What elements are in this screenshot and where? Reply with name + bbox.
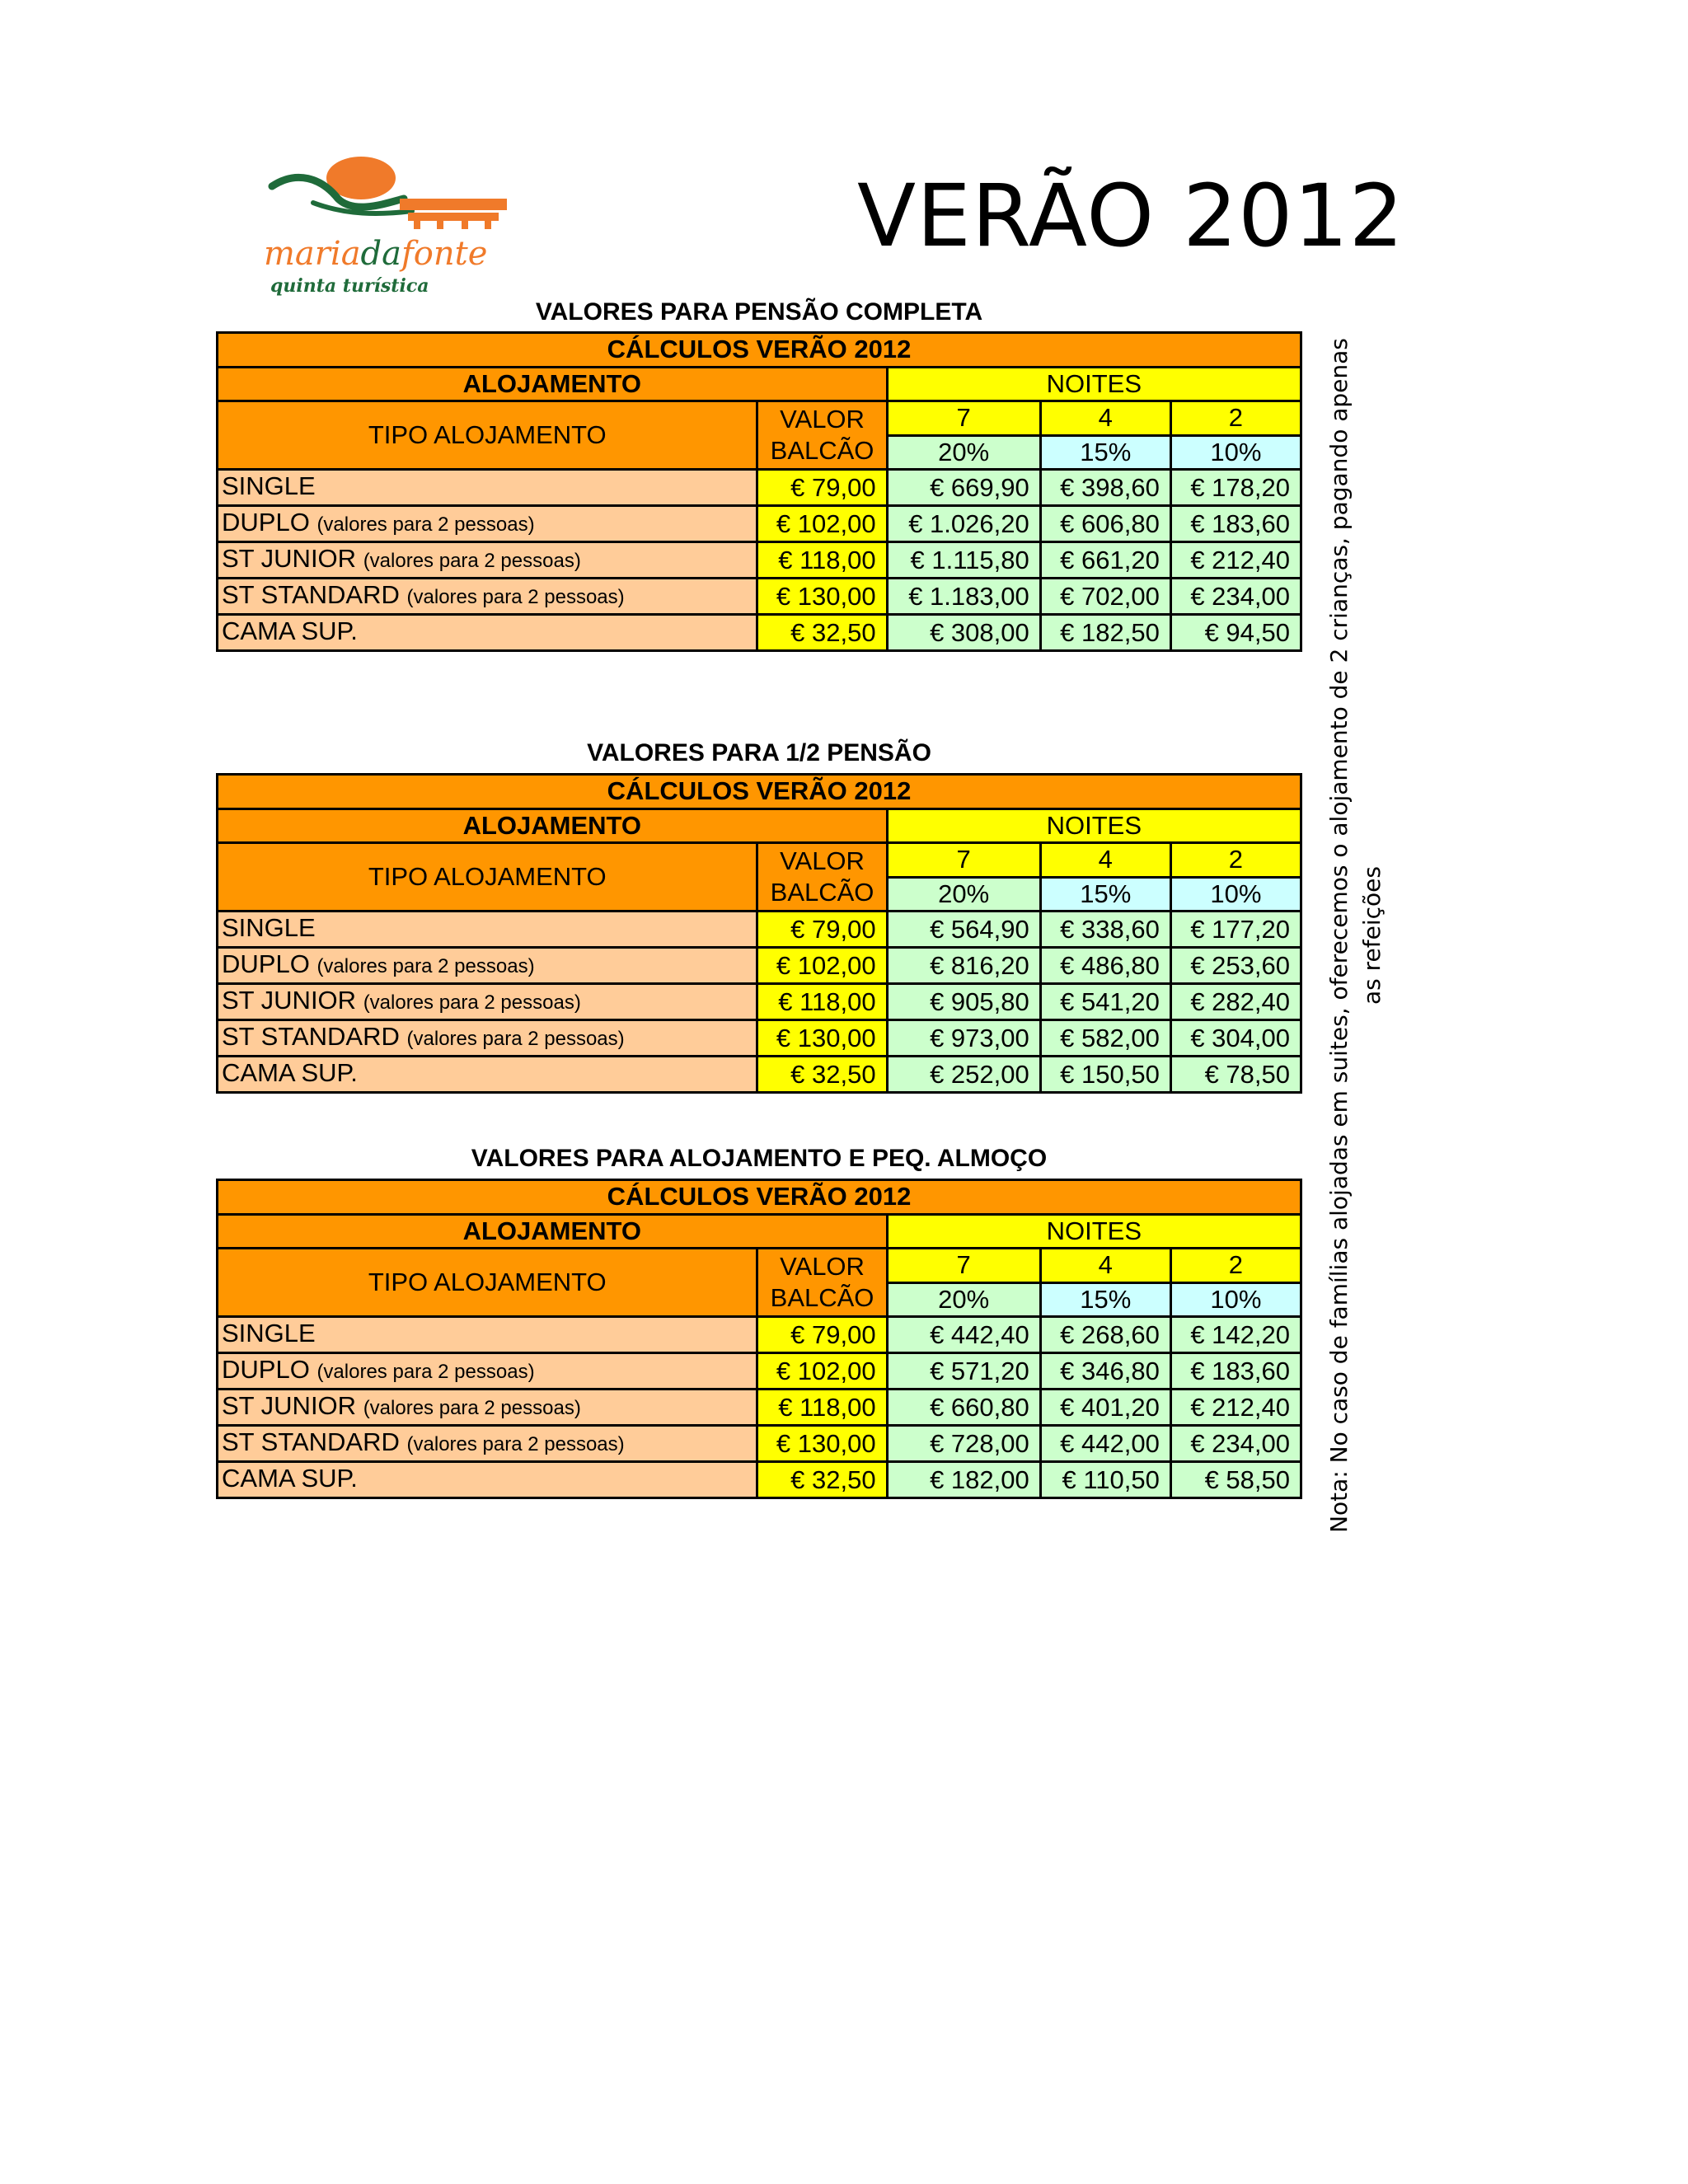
logo-graphic: [264, 153, 528, 302]
logo-text-2: da: [360, 235, 401, 273]
price-4-cell: € 606,80: [1040, 506, 1170, 542]
table-header-noites: NOITES: [887, 1214, 1301, 1249]
valor-cell: € 130,00: [757, 579, 887, 615]
table-header-tipo: TIPO ALOJAMENTO: [218, 401, 757, 470]
valor-cell: € 32,50: [757, 1462, 887, 1498]
table-header-valor: VALOR BALCÃO: [757, 1249, 887, 1317]
table-row: [218, 1353, 1301, 1390]
price-2-cell: € 282,40: [1170, 984, 1301, 1020]
price-4-cell: € 110,50: [1040, 1462, 1170, 1498]
nights-4: 4: [1040, 843, 1170, 878]
room-type-cell: ST JUNIOR (valores para 2 pessoas): [218, 984, 757, 1020]
table-header-calc: CÁLCULOS VERÃO 2012: [218, 775, 1301, 809]
room-type-cell: ST JUNIOR (valores para 2 pessoas): [218, 542, 757, 579]
logo-text-3: fonte: [401, 235, 488, 273]
table-row: [218, 506, 1301, 542]
price-7-cell: € 669,90: [887, 470, 1040, 506]
room-type-cell: ST JUNIOR (valores para 2 pessoas): [218, 1390, 757, 1426]
discount-10: 10%: [1170, 877, 1301, 912]
price-2-cell: € 142,20: [1170, 1317, 1301, 1353]
nights-7: 7: [887, 1249, 1040, 1283]
table-header-calc: CÁLCULOS VERÃO 2012: [218, 1180, 1301, 1215]
price-7-cell: € 564,90: [887, 912, 1040, 948]
price-4-cell: € 661,20: [1040, 542, 1170, 579]
price-4-cell: € 150,50: [1040, 1057, 1170, 1093]
table-header-noites: NOITES: [887, 367, 1301, 401]
price-7-cell: € 905,80: [887, 984, 1040, 1020]
table-header-tipo: TIPO ALOJAMENTO: [218, 1249, 757, 1317]
logo-text-1: maria: [264, 235, 361, 273]
discount-15: 15%: [1040, 877, 1170, 912]
valor-cell: € 118,00: [757, 984, 887, 1020]
nights-7: 7: [887, 401, 1040, 436]
price-7-cell: € 1.183,00: [887, 579, 1040, 615]
price-7-cell: € 728,00: [887, 1426, 1040, 1462]
price-7-cell: € 182,00: [887, 1462, 1040, 1498]
valor-cell: € 130,00: [757, 1426, 887, 1462]
nights-4: 4: [1040, 401, 1170, 436]
valor-cell: € 130,00: [757, 1020, 887, 1057]
section-title-2: VALORES PARA 1/2 PENSÃO: [587, 739, 931, 766]
valor-cell: € 102,00: [757, 948, 887, 984]
table-row: [218, 984, 1301, 1020]
table-header-valor: VALOR BALCÃO: [757, 401, 887, 470]
room-type-cell: ST STANDARD (valores para 2 pessoas): [218, 1426, 757, 1462]
valor-cell: € 79,00: [757, 912, 887, 948]
nights-2: 2: [1170, 843, 1301, 878]
price-7-cell: € 973,00: [887, 1020, 1040, 1057]
table-row: [218, 1317, 1301, 1353]
discount-20: 20%: [887, 1282, 1040, 1317]
price-table: [216, 773, 1302, 1094]
price-2-cell: € 94,50: [1170, 615, 1301, 651]
page-title: VERÃO 2012: [857, 166, 1404, 266]
table-row: [218, 470, 1301, 506]
price-7-cell: € 571,20: [887, 1353, 1040, 1390]
discount-10: 10%: [1170, 1282, 1301, 1317]
price-7-cell: € 816,20: [887, 948, 1040, 984]
room-type-cell: ST STANDARD (valores para 2 pessoas): [218, 1020, 757, 1057]
room-type-cell: DUPLO (valores para 2 pessoas): [218, 948, 757, 984]
price-2-cell: € 212,40: [1170, 542, 1301, 579]
price-4-cell: € 582,00: [1040, 1020, 1170, 1057]
valor-cell: € 79,00: [757, 1317, 887, 1353]
price-7-cell: € 1.026,20: [887, 506, 1040, 542]
room-type-cell: DUPLO (valores para 2 pessoas): [218, 506, 757, 542]
discount-15: 15%: [1040, 1282, 1170, 1317]
price-4-cell: € 541,20: [1040, 984, 1170, 1020]
section-title-3: VALORES PARA ALOJAMENTO E PEQ. ALMOÇO: [471, 1145, 1048, 1172]
price-7-cell: € 308,00: [887, 615, 1040, 651]
logo-tagline: quinta turística: [270, 275, 429, 297]
price-4-cell: € 442,00: [1040, 1426, 1170, 1462]
discount-20: 20%: [887, 877, 1040, 912]
discount-15: 15%: [1040, 435, 1170, 470]
section-title-1: VALORES PARA PENSÃO COMPLETA: [535, 298, 983, 326]
room-type-cell: SINGLE: [218, 470, 757, 506]
valor-cell: € 79,00: [757, 470, 887, 506]
price-7-cell: € 442,40: [887, 1317, 1040, 1353]
price-2-cell: € 183,60: [1170, 506, 1301, 542]
price-4-cell: € 346,80: [1040, 1353, 1170, 1390]
price-2-cell: € 212,40: [1170, 1390, 1301, 1426]
table-row: [218, 542, 1301, 579]
price-2-cell: € 234,00: [1170, 1426, 1301, 1462]
nights-4: 4: [1040, 1249, 1170, 1283]
nights-2: 2: [1170, 1249, 1301, 1283]
table-row: [218, 579, 1301, 615]
price-4-cell: € 338,60: [1040, 912, 1170, 948]
room-type-cell: SINGLE: [218, 912, 757, 948]
price-4-cell: € 398,60: [1040, 470, 1170, 506]
table-row: [218, 1057, 1301, 1093]
valor-cell: € 118,00: [757, 542, 887, 579]
price-2-cell: € 177,20: [1170, 912, 1301, 948]
price-2-cell: € 178,20: [1170, 470, 1301, 506]
valor-cell: € 102,00: [757, 506, 887, 542]
room-type-cell: ST STANDARD (valores para 2 pessoas): [218, 579, 757, 615]
price-table: [216, 1179, 1302, 1499]
price-4-cell: € 486,80: [1040, 948, 1170, 984]
price-2-cell: € 78,50: [1170, 1057, 1301, 1093]
table-row: [218, 1426, 1301, 1462]
table-row: [218, 1390, 1301, 1426]
valor-cell: € 32,50: [757, 1057, 887, 1093]
valor-cell: € 32,50: [757, 615, 887, 651]
price-7-cell: € 660,80: [887, 1390, 1040, 1426]
price-2-cell: € 253,60: [1170, 948, 1301, 984]
table-row: [218, 912, 1301, 948]
side-note: Nota: No caso de famílias alojadas em suites, oferecemos o alojamento de 2 crianças, pagando apenas as refeições: [1325, 338, 1386, 1533]
price-2-cell: € 304,00: [1170, 1020, 1301, 1057]
price-4-cell: € 702,00: [1040, 579, 1170, 615]
table-row: [218, 1020, 1301, 1057]
table-header-noites: NOITES: [887, 808, 1301, 843]
table-header-alojamento: ALOJAMENTO: [218, 367, 888, 401]
discount-10: 10%: [1170, 435, 1301, 470]
room-type-cell: CAMA SUP.: [218, 1462, 757, 1498]
table-row: [218, 615, 1301, 651]
table-row: [218, 948, 1301, 984]
price-4-cell: € 268,60: [1040, 1317, 1170, 1353]
valor-cell: € 118,00: [757, 1390, 887, 1426]
price-2-cell: € 58,50: [1170, 1462, 1301, 1498]
price-4-cell: € 182,50: [1040, 615, 1170, 651]
room-type-cell: CAMA SUP.: [218, 1057, 757, 1093]
price-7-cell: € 252,00: [887, 1057, 1040, 1093]
price-7-cell: € 1.115,80: [887, 542, 1040, 579]
table-header-valor: VALOR BALCÃO: [757, 843, 887, 912]
room-type-cell: DUPLO (valores para 2 pessoas): [218, 1353, 757, 1390]
table-header-alojamento: ALOJAMENTO: [218, 1214, 888, 1249]
svg-text:mariadafonte: [264, 235, 487, 273]
brand-logo: [264, 153, 528, 302]
price-2-cell: € 234,00: [1170, 579, 1301, 615]
table-header-tipo: TIPO ALOJAMENTO: [218, 843, 757, 912]
nights-7: 7: [887, 843, 1040, 878]
discount-20: 20%: [887, 435, 1040, 470]
nights-2: 2: [1170, 401, 1301, 436]
table-row: [218, 1462, 1301, 1498]
table-header-calc: CÁLCULOS VERÃO 2012: [218, 333, 1301, 368]
room-type-cell: SINGLE: [218, 1317, 757, 1353]
valor-cell: € 102,00: [757, 1353, 887, 1390]
price-2-cell: € 183,60: [1170, 1353, 1301, 1390]
room-type-cell: CAMA SUP.: [218, 615, 757, 651]
price-table: [216, 331, 1302, 652]
table-header-alojamento: ALOJAMENTO: [218, 808, 888, 843]
price-4-cell: € 401,20: [1040, 1390, 1170, 1426]
